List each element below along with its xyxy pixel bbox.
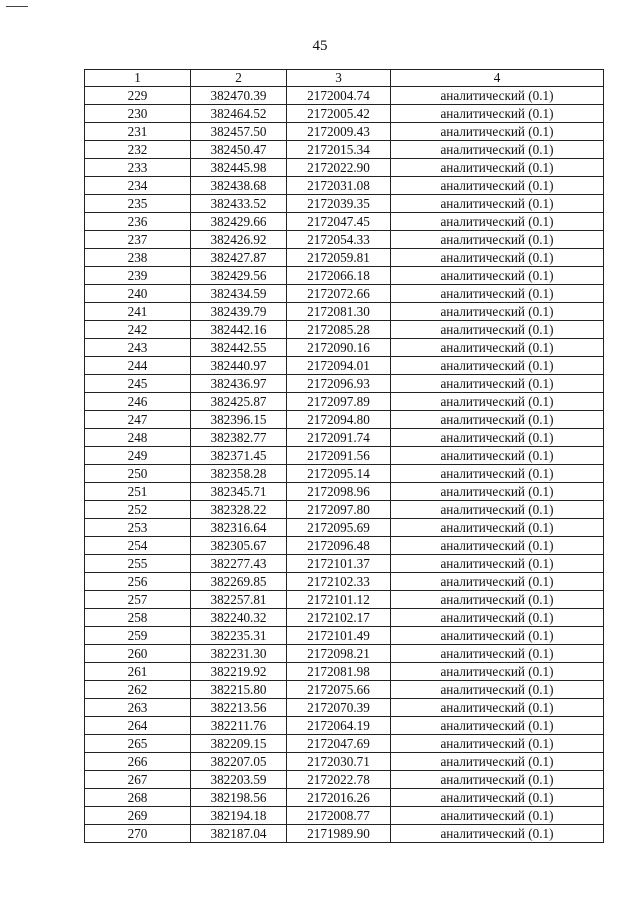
table-row [85,807,604,825]
x-coordinate-cell: 382436.97 [191,375,287,393]
x-coordinate-cell: 382194.18 [191,807,287,825]
x-coordinate-cell: 382371.45 [191,447,287,465]
method-cell: аналитический (0.1) [391,555,604,573]
table-row [85,501,604,519]
table-row [85,249,604,267]
method-cell: аналитический (0.1) [391,681,604,699]
point-number-cell: 241 [85,303,191,321]
table-row [85,483,604,501]
x-coordinate-cell: 382464.52 [191,105,287,123]
y-coordinate-cell: 2172054.33 [287,231,391,249]
x-coordinate-cell: 382358.28 [191,465,287,483]
method-cell: аналитический (0.1) [391,285,604,303]
table-row [85,627,604,645]
x-coordinate-cell: 382219.92 [191,663,287,681]
table-row [85,591,604,609]
point-number-cell: 235 [85,195,191,213]
table-row [85,195,604,213]
x-coordinate-cell: 382434.59 [191,285,287,303]
y-coordinate-cell: 2172047.69 [287,735,391,753]
point-number-cell: 253 [85,519,191,537]
method-cell: аналитический (0.1) [391,591,604,609]
method-cell: аналитический (0.1) [391,141,604,159]
table-row [85,303,604,321]
table-row [85,465,604,483]
y-coordinate-cell: 2172085.28 [287,321,391,339]
x-coordinate-cell: 382470.39 [191,87,287,105]
point-number-cell: 240 [85,285,191,303]
table-row [85,375,604,393]
method-cell: аналитический (0.1) [391,537,604,555]
table-row [85,159,604,177]
y-coordinate-cell: 2172075.66 [287,681,391,699]
point-number-cell: 252 [85,501,191,519]
x-coordinate-cell: 382215.80 [191,681,287,699]
y-coordinate-cell: 2172094.01 [287,357,391,375]
column-header: 2 [191,70,287,87]
x-coordinate-cell: 382440.97 [191,357,287,375]
table-body [85,87,604,843]
y-coordinate-cell: 2172005.42 [287,105,391,123]
method-cell: аналитический (0.1) [391,195,604,213]
x-coordinate-cell: 382269.85 [191,573,287,591]
y-coordinate-cell: 2172015.34 [287,141,391,159]
point-number-cell: 233 [85,159,191,177]
y-coordinate-cell: 2171989.90 [287,825,391,843]
table-row [85,447,604,465]
point-number-cell: 267 [85,771,191,789]
point-number-cell: 259 [85,627,191,645]
table-row [85,609,604,627]
y-coordinate-cell: 2172039.35 [287,195,391,213]
x-coordinate-cell: 382240.32 [191,609,287,627]
method-cell: аналитический (0.1) [391,807,604,825]
table-row [85,735,604,753]
method-cell: аналитический (0.1) [391,645,604,663]
method-cell: аналитический (0.1) [391,87,604,105]
method-cell: аналитический (0.1) [391,609,604,627]
table-row [85,411,604,429]
method-cell: аналитический (0.1) [391,771,604,789]
x-coordinate-cell: 382209.15 [191,735,287,753]
x-coordinate-cell: 382425.87 [191,393,287,411]
point-number-cell: 266 [85,753,191,771]
x-coordinate-cell: 382429.66 [191,213,287,231]
x-coordinate-cell: 382457.50 [191,123,287,141]
point-number-cell: 262 [85,681,191,699]
y-coordinate-cell: 2172098.96 [287,483,391,501]
x-coordinate-cell: 382235.31 [191,627,287,645]
y-coordinate-cell: 2172081.30 [287,303,391,321]
x-coordinate-cell: 382442.55 [191,339,287,357]
method-cell: аналитический (0.1) [391,501,604,519]
x-coordinate-cell: 382396.15 [191,411,287,429]
table-row [85,717,604,735]
method-cell: аналитический (0.1) [391,177,604,195]
table-row [85,681,604,699]
table-row [85,87,604,105]
method-cell: аналитический (0.1) [391,303,604,321]
x-coordinate-cell: 382198.56 [191,789,287,807]
y-coordinate-cell: 2172090.16 [287,339,391,357]
y-coordinate-cell: 2172066.18 [287,267,391,285]
table-row [85,753,604,771]
x-coordinate-cell: 382382.77 [191,429,287,447]
method-cell: аналитический (0.1) [391,231,604,249]
method-cell: аналитический (0.1) [391,663,604,681]
point-number-cell: 250 [85,465,191,483]
table-row [85,519,604,537]
point-number-cell: 238 [85,249,191,267]
point-number-cell: 230 [85,105,191,123]
point-number-cell: 251 [85,483,191,501]
point-number-cell: 236 [85,213,191,231]
method-cell: аналитический (0.1) [391,393,604,411]
y-coordinate-cell: 2172101.49 [287,627,391,645]
method-cell: аналитический (0.1) [391,825,604,843]
x-coordinate-cell: 382438.68 [191,177,287,195]
y-coordinate-cell: 2172095.14 [287,465,391,483]
table-row [85,825,604,843]
point-number-cell: 249 [85,447,191,465]
x-coordinate-cell: 382445.98 [191,159,287,177]
method-cell: аналитический (0.1) [391,717,604,735]
table-row [85,645,604,663]
table-row [85,537,604,555]
point-number-cell: 248 [85,429,191,447]
y-coordinate-cell: 2172072.66 [287,285,391,303]
method-cell: аналитический (0.1) [391,429,604,447]
x-coordinate-cell: 382328.22 [191,501,287,519]
y-coordinate-cell: 2172096.48 [287,537,391,555]
table-row [85,429,604,447]
method-cell: аналитический (0.1) [391,627,604,645]
table-row [85,555,604,573]
y-coordinate-cell: 2172022.90 [287,159,391,177]
table-row [85,573,604,591]
point-number-cell: 229 [85,87,191,105]
y-coordinate-cell: 2172016.26 [287,789,391,807]
y-coordinate-cell: 2172101.37 [287,555,391,573]
x-coordinate-cell: 382429.56 [191,267,287,285]
x-coordinate-cell: 382277.43 [191,555,287,573]
table-row [85,141,604,159]
point-number-cell: 237 [85,231,191,249]
method-cell: аналитический (0.1) [391,447,604,465]
y-coordinate-cell: 2172064.19 [287,717,391,735]
page-number: 45 [312,38,328,54]
point-number-cell: 242 [85,321,191,339]
table-row [85,789,604,807]
method-cell: аналитический (0.1) [391,105,604,123]
method-cell: аналитический (0.1) [391,375,604,393]
point-number-cell: 244 [85,357,191,375]
point-number-cell: 245 [85,375,191,393]
point-number-cell: 254 [85,537,191,555]
table-row [85,357,604,375]
point-number-cell: 268 [85,789,191,807]
x-coordinate-cell: 382442.16 [191,321,287,339]
point-number-cell: 265 [85,735,191,753]
point-number-cell: 246 [85,393,191,411]
method-cell: аналитический (0.1) [391,123,604,141]
point-number-cell: 232 [85,141,191,159]
method-cell: аналитический (0.1) [391,339,604,357]
table-row [85,771,604,789]
method-cell: аналитический (0.1) [391,735,604,753]
y-coordinate-cell: 2172070.39 [287,699,391,717]
y-coordinate-cell: 2172031.08 [287,177,391,195]
y-coordinate-cell: 2172022.78 [287,771,391,789]
y-coordinate-cell: 2172102.17 [287,609,391,627]
x-coordinate-cell: 382426.92 [191,231,287,249]
x-coordinate-cell: 382203.59 [191,771,287,789]
table-row [85,393,604,411]
column-header: 4 [391,70,604,87]
y-coordinate-cell: 2172047.45 [287,213,391,231]
x-coordinate-cell: 382305.67 [191,537,287,555]
point-number-cell: 270 [85,825,191,843]
point-number-cell: 261 [85,663,191,681]
table-row [85,231,604,249]
x-coordinate-cell: 382213.56 [191,699,287,717]
method-cell: аналитический (0.1) [391,357,604,375]
x-coordinate-cell: 382187.04 [191,825,287,843]
method-cell: аналитический (0.1) [391,267,604,285]
method-cell: аналитический (0.1) [391,519,604,537]
point-number-cell: 269 [85,807,191,825]
method-cell: аналитический (0.1) [391,159,604,177]
table-row [85,267,604,285]
y-coordinate-cell: 2172097.80 [287,501,391,519]
point-number-cell: 263 [85,699,191,717]
point-number-cell: 231 [85,123,191,141]
y-coordinate-cell: 2172030.71 [287,753,391,771]
y-coordinate-cell: 2172091.56 [287,447,391,465]
method-cell: аналитический (0.1) [391,573,604,591]
x-coordinate-cell: 382207.05 [191,753,287,771]
y-coordinate-cell: 2172004.74 [287,87,391,105]
y-coordinate-cell: 2172059.81 [287,249,391,267]
y-coordinate-cell: 2172097.89 [287,393,391,411]
x-coordinate-cell: 382316.64 [191,519,287,537]
x-coordinate-cell: 382345.71 [191,483,287,501]
column-header: 3 [287,70,391,87]
y-coordinate-cell: 2172009.43 [287,123,391,141]
table-row [85,339,604,357]
table-row [85,105,604,123]
y-coordinate-cell: 2172081.98 [287,663,391,681]
method-cell: аналитический (0.1) [391,753,604,771]
method-cell: аналитический (0.1) [391,699,604,717]
table-row [85,123,604,141]
point-number-cell: 243 [85,339,191,357]
scan-edge-mark [6,6,28,7]
x-coordinate-cell: 382433.52 [191,195,287,213]
x-coordinate-cell: 382257.81 [191,591,287,609]
y-coordinate-cell: 2172098.21 [287,645,391,663]
point-number-cell: 239 [85,267,191,285]
table-row [85,177,604,195]
x-coordinate-cell: 382439.79 [191,303,287,321]
y-coordinate-cell: 2172101.12 [287,591,391,609]
column-header: 1 [85,70,191,87]
point-number-cell: 260 [85,645,191,663]
y-coordinate-cell: 2172102.33 [287,573,391,591]
method-cell: аналитический (0.1) [391,789,604,807]
x-coordinate-cell: 382450.47 [191,141,287,159]
point-number-cell: 256 [85,573,191,591]
table-row [85,663,604,681]
point-number-cell: 247 [85,411,191,429]
table-row [85,321,604,339]
y-coordinate-cell: 2172095.69 [287,519,391,537]
table-header-row [85,70,604,87]
x-coordinate-cell: 382231.30 [191,645,287,663]
table-row [85,285,604,303]
y-coordinate-cell: 2172091.74 [287,429,391,447]
method-cell: аналитический (0.1) [391,411,604,429]
method-cell: аналитический (0.1) [391,249,604,267]
x-coordinate-cell: 382211.76 [191,717,287,735]
y-coordinate-cell: 2172094.80 [287,411,391,429]
point-number-cell: 257 [85,591,191,609]
table-row [85,213,604,231]
method-cell: аналитический (0.1) [391,465,604,483]
point-number-cell: 258 [85,609,191,627]
method-cell: аналитический (0.1) [391,321,604,339]
point-number-cell: 234 [85,177,191,195]
point-number-cell: 264 [85,717,191,735]
y-coordinate-cell: 2172096.93 [287,375,391,393]
x-coordinate-cell: 382427.87 [191,249,287,267]
coordinates-table [84,69,604,843]
table-row [85,699,604,717]
y-coordinate-cell: 2172008.77 [287,807,391,825]
method-cell: аналитический (0.1) [391,483,604,501]
method-cell: аналитический (0.1) [391,213,604,231]
point-number-cell: 255 [85,555,191,573]
